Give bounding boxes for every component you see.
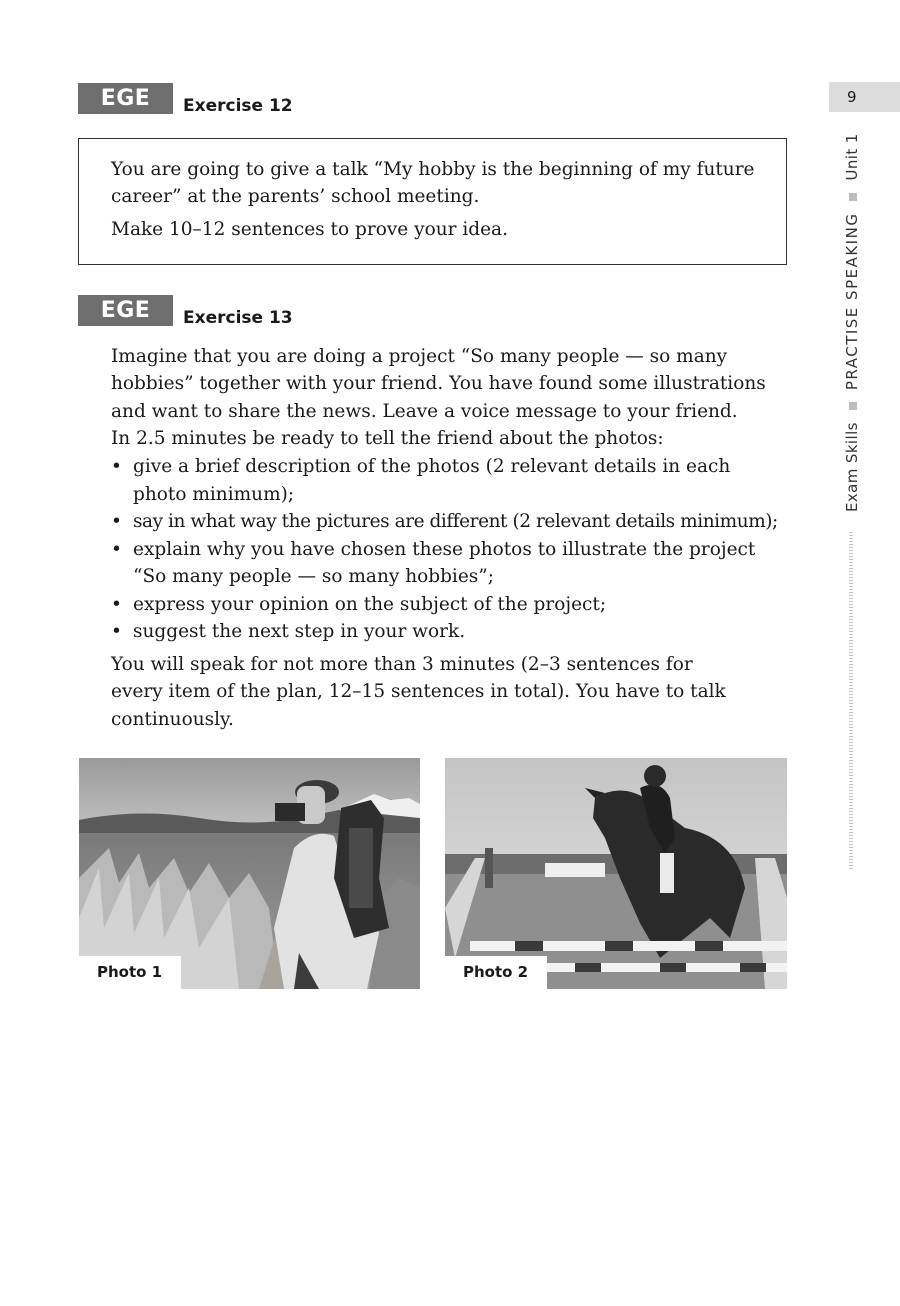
plan-item: • express your opinion on the subject of the project; xyxy=(111,591,801,619)
exercise-12-line-3: Make 10–12 sentences to prove your idea. xyxy=(111,219,508,240)
sidebar-dotted-rule xyxy=(849,532,853,870)
sidebar-topic: PRACTISE SPEAKING xyxy=(843,212,861,391)
sidebar-section: Exam Skills xyxy=(843,422,861,512)
show-jumping-horse-image xyxy=(445,758,787,989)
exercise-13-outro-line: continuously. xyxy=(111,709,234,730)
photo-1 xyxy=(79,758,420,989)
plan-item: • say in what way the pictures are different (2 relevant details minimum); xyxy=(111,508,801,536)
exercise-13-title: Exercise 13 xyxy=(183,308,293,328)
exercise-13-intro-line: hobbies” together with your friend. You have found some illustrations xyxy=(111,373,766,394)
exercise-13-intro-line: Imagine that you are doing a project “So many people — so many xyxy=(111,346,728,367)
sidebar-running-head xyxy=(843,133,861,512)
photo-2 xyxy=(445,758,787,989)
separator-square-icon xyxy=(849,193,857,201)
separator-square-icon xyxy=(849,402,857,410)
exercise-13-outro-line: every item of the plan, 12–15 sentences in total). You have to talk xyxy=(111,681,726,702)
exercise-13-badge: EGE xyxy=(78,295,173,326)
photo-1-label: Photo 1 xyxy=(79,956,181,989)
exercise-13-plan-list xyxy=(111,453,801,646)
sidebar-unit: Unit 1 xyxy=(843,133,861,181)
page-number: 9 xyxy=(829,82,900,112)
exercise-13-outro-line: You will speak for not more than 3 minutes (2–3 sentences for xyxy=(111,654,693,675)
plan-item: • explain why you have chosen these photos to illustrate the project “So many people — so many hobbies”; xyxy=(111,536,801,591)
plan-item: • give a brief description of the photos (2 relevant details in each photo minimum); xyxy=(111,453,801,508)
exercise-12-title: Exercise 12 xyxy=(183,96,293,116)
exercise-12-line-2: career” at the parents’ school meeting. xyxy=(111,186,480,207)
exercise-12-line-1: You are going to give a talk “My hobby is the beginning of my future xyxy=(111,159,755,180)
hiker-photographer-image xyxy=(79,758,420,989)
exercise-13-intro-line: In 2.5 minutes be ready to tell the friend about the photos: xyxy=(111,428,664,449)
plan-item: • suggest the next step in your work. xyxy=(111,618,801,646)
exercise-12-badge: EGE xyxy=(78,83,173,114)
exercise-13-intro-line: and want to share the news. Leave a voice message to your friend. xyxy=(111,401,738,422)
photo-2-label: Photo 2 xyxy=(445,956,547,989)
